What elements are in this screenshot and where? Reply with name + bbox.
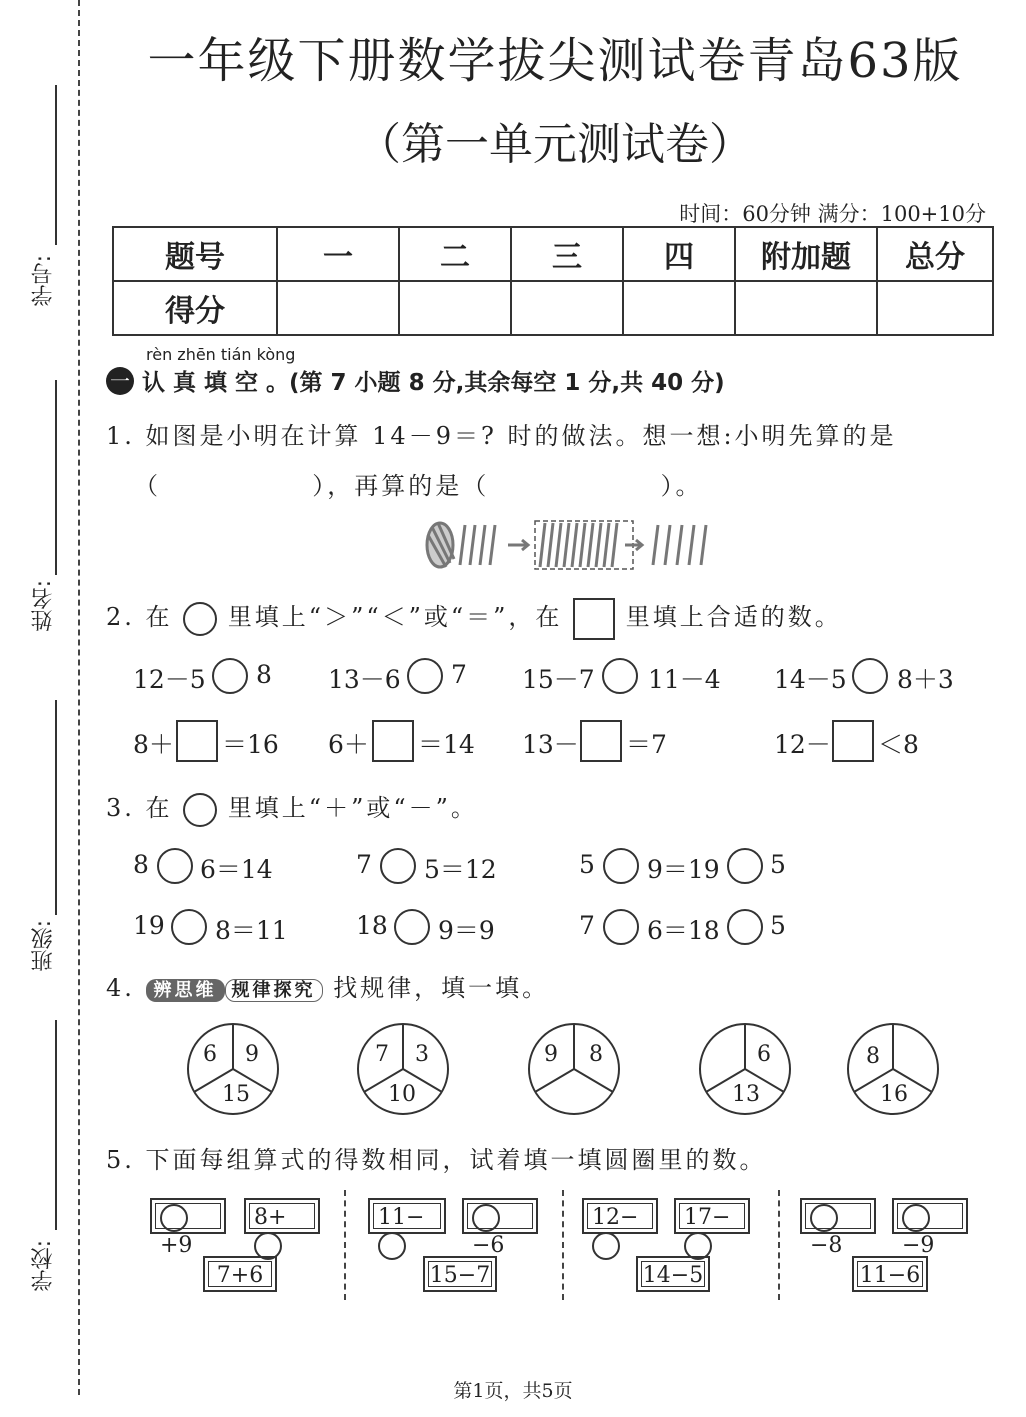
binding-dashed-line	[78, 0, 80, 1395]
q3-r2-3-circle[interactable]	[603, 909, 639, 945]
page-title: 一年级下册数学拔尖测试卷青岛63版	[147, 33, 963, 89]
q5-g4-box-a-inner	[805, 1203, 871, 1258]
q5-g4-a-circle[interactable]	[810, 1204, 838, 1232]
q4-c5-b[interactable]	[905, 1042, 925, 1066]
q5-g4-a-text: −8	[810, 1233, 843, 1258]
q5-g2-box-bottom	[423, 1256, 497, 1292]
q3-r1-2-a: 7	[356, 850, 372, 879]
q2-r2-1-square[interactable]	[176, 720, 218, 762]
q3-r2-3-c: 5	[770, 911, 786, 940]
q2-r2-3-left: 13－	[522, 730, 579, 759]
score-input-4[interactable]	[623, 281, 735, 335]
q2-r2-4-right: ＜8	[878, 730, 919, 759]
q5-g2-box-b-inner	[467, 1203, 533, 1258]
section1-title: 认 真 填 空 。(第 7 小题 8 分,其余每空 1 分,共 40 分)	[142, 370, 725, 396]
q4-text: 找规律，填一填。	[333, 974, 550, 1002]
q5-g4-box-b	[892, 1198, 968, 1258]
section1-number-badge	[106, 367, 134, 395]
q3-tail: 里填上“＋”或“－”。	[227, 794, 478, 822]
q5-divider-2	[562, 1190, 564, 1300]
page-subtitle: （第一单元测试卷）	[357, 119, 753, 170]
q5-g1-box-b	[244, 1198, 320, 1234]
q2-mid1: 里填上“＞”“＜”或“＝”，在	[227, 603, 563, 631]
q4-circle-5	[846, 1022, 940, 1116]
q3-r2-3-b: 6＝18	[647, 916, 720, 945]
q4-tag-thinking: 辨思维	[146, 979, 225, 1002]
q5-g1-a-circle[interactable]	[160, 1204, 188, 1232]
q5-g2-box-a	[368, 1198, 446, 1234]
q4-c2-b: 3	[415, 1042, 429, 1067]
cell-part-2: 二	[399, 227, 511, 281]
q2-r2-2-left: 6＋	[328, 730, 369, 759]
q2-r2-3-square[interactable]	[580, 720, 622, 762]
q5-g1-bottom-inner	[208, 1261, 272, 1287]
q5-g3-b-text: 17−	[684, 1205, 731, 1230]
q2-r2-1-right: ＝16	[222, 730, 279, 759]
q3-r2-1-circle[interactable]	[171, 909, 207, 945]
q3-r2-2-b: 9＝9	[438, 916, 495, 945]
school-label: 学校:	[31, 1240, 56, 1292]
q5-g2-box-a-inner	[373, 1203, 441, 1229]
q4-lead: 4.	[106, 974, 135, 1002]
q1-paren-open-1: （	[134, 472, 161, 500]
q3-lead: 3. 在	[106, 794, 173, 822]
q5-g3-bottom-inner	[641, 1261, 705, 1287]
q3-r1-1-b: 6＝14	[200, 855, 273, 884]
q4-c5-c: 16	[880, 1082, 908, 1107]
q3-r2-1-b: 8＝11	[215, 916, 288, 945]
q5-g2-bottom-inner	[428, 1261, 492, 1287]
score-input-2[interactable]	[399, 281, 511, 335]
q1-sticks-illustration	[420, 515, 710, 575]
q4-circle-1	[186, 1022, 280, 1116]
q5-g4-b-circle[interactable]	[902, 1204, 930, 1232]
q5-g1-box-a	[150, 1198, 226, 1258]
q5-g4-b-text: −9	[902, 1233, 935, 1258]
q4-c2-c: 10	[388, 1082, 416, 1107]
q3-r1-3-a: 5	[579, 850, 595, 879]
q5-g3-box-b-inner	[679, 1203, 745, 1229]
q5-g3-bottom-text: 14−5	[642, 1263, 704, 1288]
q3-instruction	[106, 788, 478, 827]
score-table-score-row	[113, 281, 993, 335]
q3-r2-3-circle2[interactable]	[727, 909, 763, 945]
q2-instruction	[106, 597, 842, 640]
q5-g4-box-a	[800, 1198, 876, 1258]
q2-r1-4-right: 8＋3	[897, 665, 954, 694]
q5-g3-a-text: 12−	[592, 1205, 639, 1230]
q5-g1-box-a-inner	[155, 1203, 221, 1258]
q4-c3-c[interactable]	[561, 1082, 581, 1106]
q4-c2-a: 7	[375, 1042, 389, 1067]
q2-r1-4-left: 14－5	[774, 665, 847, 694]
q3-r2-1-a: 19	[133, 911, 165, 940]
q5-g1-bottom-text: 7+6	[216, 1263, 264, 1288]
q2-circle-sample	[183, 602, 217, 636]
q3-r1-2-circle[interactable]	[380, 848, 416, 884]
q2-r2-2-right: ＝14	[418, 730, 475, 759]
q2-square-sample	[573, 598, 615, 640]
q5-divider-1	[344, 1190, 346, 1300]
q3-r2-2-circle[interactable]	[394, 909, 430, 945]
page-footer: 第1页，共5页	[453, 1380, 573, 1402]
score-input-1[interactable]	[277, 281, 399, 335]
q3-r2-3-a: 7	[579, 911, 595, 940]
q4-circle-3	[527, 1022, 621, 1116]
q4-circle-4	[698, 1022, 792, 1116]
q2-r2-2-square[interactable]	[372, 720, 414, 762]
q5-g3-box-b	[674, 1198, 750, 1234]
cell-part-1: 一	[277, 227, 399, 281]
cell-score-label: 得分	[113, 281, 277, 335]
q2-r1-2-left: 13－6	[328, 665, 401, 694]
q1-paren-close: ）。	[660, 472, 703, 500]
score-table	[112, 226, 994, 336]
q2-r1-1-right: 8	[256, 660, 272, 689]
q2-r1-3-left: 15－7	[522, 665, 595, 694]
q5-g2-b-circle[interactable]	[472, 1204, 500, 1232]
q5-g2-b-text: −6	[472, 1233, 505, 1258]
score-input-3[interactable]	[511, 281, 623, 335]
q1-line2	[134, 466, 703, 501]
q5-g2-a-circle[interactable]	[378, 1232, 406, 1260]
q2-r1-2-circle[interactable]	[407, 658, 443, 694]
q5-g3-box-a	[582, 1198, 658, 1234]
cell-part-4: 四	[623, 227, 735, 281]
q3-r1-2-b: 5＝12	[424, 855, 497, 884]
q4-c4-a[interactable]	[715, 1042, 735, 1066]
q5-g3-box-a-inner	[587, 1203, 653, 1229]
q2-r2-4-square[interactable]	[832, 720, 874, 762]
class-label: 班级:	[31, 920, 56, 972]
q5-g4-bottom-inner	[857, 1261, 923, 1287]
q2-r1-3-circle[interactable]	[602, 658, 638, 694]
score-table-header-row	[113, 227, 993, 281]
q2-r2-3-right: ＝7	[626, 730, 667, 759]
q3-r1-3-c: 5	[770, 850, 786, 879]
q4-c1-a: 6	[203, 1042, 217, 1067]
student-id-label: 学号:	[31, 255, 56, 307]
q2-lead: 2. 在	[106, 603, 173, 631]
q1-paren-mid: ），再算的是（	[312, 472, 490, 500]
q4-c4-b: 6	[757, 1042, 771, 1067]
q2-r2-4-left: 12－	[774, 730, 831, 759]
q5-g3-box-bottom	[636, 1256, 710, 1292]
q4-instruction	[106, 968, 549, 1003]
name-line	[55, 380, 57, 575]
q4-tag-pattern: 规律探究	[225, 979, 323, 1002]
q5-g1-b-text: 8+	[254, 1205, 287, 1230]
q4-c5-a: 8	[866, 1044, 880, 1069]
q3-r1-3-circle[interactable]	[603, 848, 639, 884]
q5-instruction: 5. 下面每组算式的得数相同，试着填一填圆圈里的数。	[106, 1146, 767, 1174]
q3-r1-3-b: 9＝19	[647, 855, 720, 884]
q3-r1-1-a: 8	[133, 850, 149, 879]
score-input-bonus[interactable]	[735, 281, 877, 335]
q5-g4-box-b-inner	[897, 1203, 963, 1258]
q5-g3-a-circle[interactable]	[592, 1232, 620, 1260]
q5-g1-a-text: +9	[160, 1233, 193, 1258]
q3-r2-2-a: 18	[356, 911, 388, 940]
name-label: 姓名:	[31, 580, 56, 632]
score-input-total[interactable]	[877, 281, 993, 335]
q2-r1-1-left: 12－5	[133, 665, 206, 694]
q5-g2-bottom-text: 15−7	[429, 1263, 491, 1288]
q2-mid2: 里填上合适的数。	[625, 603, 842, 631]
cell-bonus: 附加题	[735, 227, 877, 281]
school-line	[55, 1020, 57, 1230]
q5-g1-box-bottom	[203, 1256, 277, 1292]
q5-g1-box-b-inner	[249, 1203, 315, 1229]
class-line	[55, 700, 57, 915]
section1-pinyin: rèn zhēn tián kòng	[146, 345, 296, 364]
q2-r1-2-right: 7	[451, 660, 467, 689]
time-info: 时间：60分钟 满分：100+10分	[679, 202, 986, 226]
cell-total: 总分	[877, 227, 993, 281]
q4-c1-b: 9	[245, 1042, 259, 1067]
q2-r1-3-right: 11－4	[648, 665, 721, 694]
q2-r2-1-left: 8＋	[133, 730, 174, 759]
q3-r1-3-circle2[interactable]	[727, 848, 763, 884]
q3-r1-1-circle[interactable]	[157, 848, 193, 884]
cell-question-no: 题号	[113, 227, 277, 281]
q5-g4-bottom-text: 11−6	[859, 1263, 921, 1288]
q4-c4-c: 13	[732, 1082, 760, 1107]
q1-line1: 1. 如图是小明在计算 14－9＝? 时的做法。想一想:小明先算的是	[106, 422, 897, 450]
q4-circle-2	[356, 1022, 450, 1116]
q2-r1-1-circle[interactable]	[212, 658, 248, 694]
q5-g2-a-text: 11−	[378, 1205, 425, 1230]
section1-number: 一	[110, 369, 130, 393]
q2-r1-4-circle[interactable]	[852, 658, 888, 694]
q4-c3-a: 9	[544, 1042, 558, 1067]
q5-g4-box-bottom	[852, 1256, 928, 1292]
q3-circle-sample	[183, 793, 217, 827]
q4-c1-c: 15	[222, 1082, 250, 1107]
q5-divider-3	[778, 1190, 780, 1300]
q4-c3-b: 8	[589, 1042, 603, 1067]
cell-part-3: 三	[511, 227, 623, 281]
q5-g2-box-b	[462, 1198, 538, 1258]
